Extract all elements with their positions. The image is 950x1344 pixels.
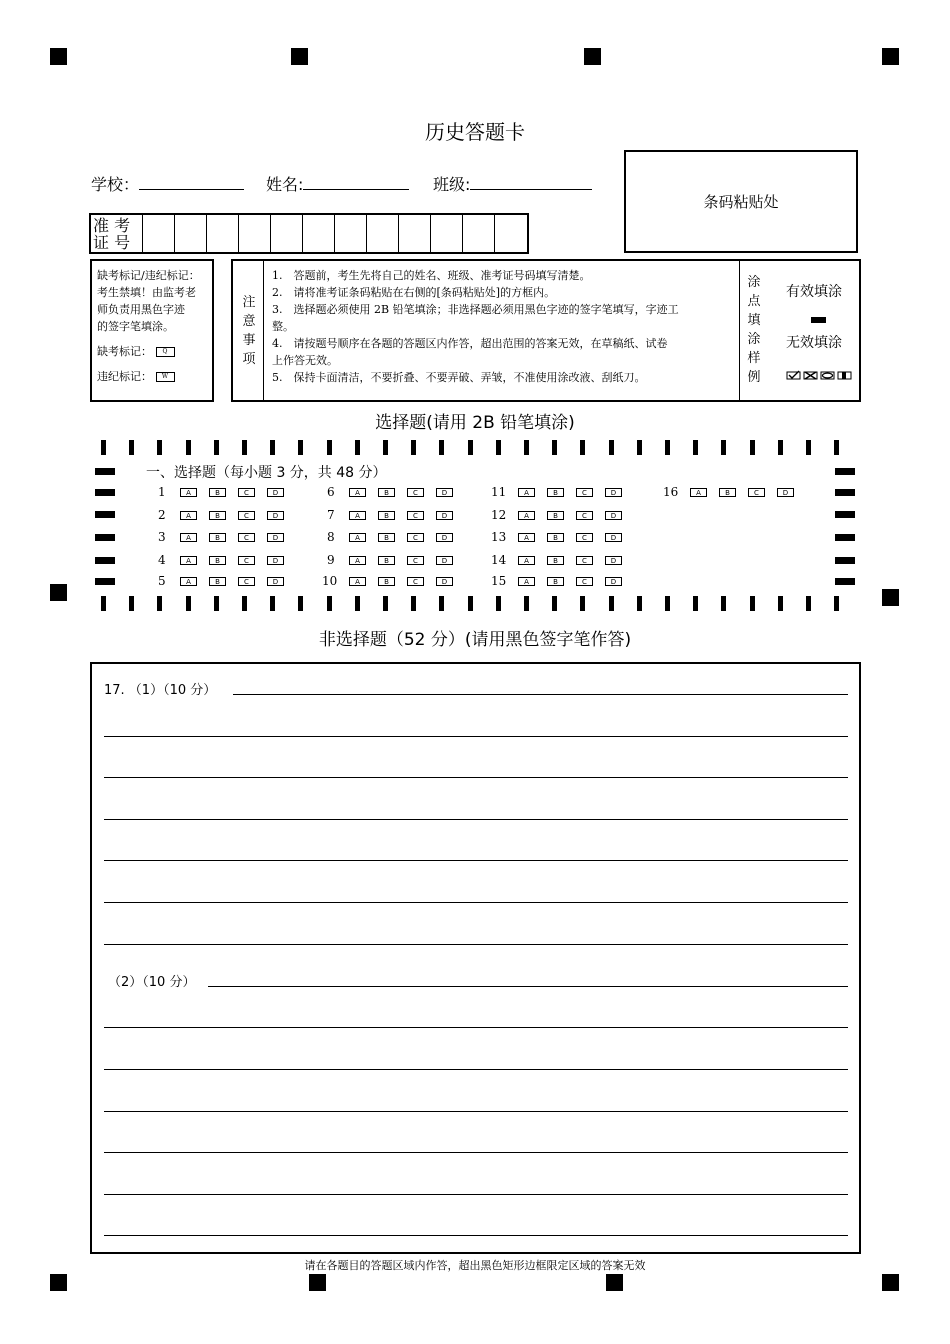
- q17-part1-label: 17. （1）（10 分）: [104, 683, 217, 698]
- fill-heading-char: 填: [747, 313, 761, 328]
- alignment-mark: [882, 589, 899, 606]
- question-number: 15: [491, 574, 507, 588]
- exam-id-cell[interactable]: [463, 215, 495, 252]
- barcode-area: [624, 150, 858, 253]
- exam-id-label-line2: 证 号: [93, 233, 131, 252]
- answer-line[interactable]: [104, 944, 848, 945]
- timing-mark: [552, 596, 557, 611]
- question-number: 9: [327, 553, 335, 567]
- page-title: 历史答题卡: [425, 120, 525, 144]
- timing-mark: [806, 440, 811, 455]
- exam-id-cell[interactable]: [367, 215, 399, 252]
- option-bubble-a[interactable]: A: [349, 533, 366, 542]
- option-bubble-b[interactable]: B: [209, 577, 226, 586]
- class-field[interactable]: [433, 172, 592, 195]
- option-bubble-b[interactable]: B: [547, 488, 564, 497]
- timing-mark: [439, 596, 444, 611]
- timing-mark: [355, 440, 360, 455]
- timing-mark: [580, 596, 585, 611]
- absent-note-line: 师负责用黑色字迹: [97, 303, 185, 316]
- notice-item: 3. 选择题必须使用 2B 铅笔填涂；非选择题必须用黑色字迹的签字笔填写，字迹工: [272, 303, 679, 316]
- invalid-fill-label: 无效填涂: [786, 335, 842, 351]
- invalid-fill-samples: [786, 365, 852, 375]
- exam-id-label: [91, 215, 143, 252]
- option-bubble-b[interactable]: B: [547, 577, 564, 586]
- side-timing-mark: [95, 489, 115, 496]
- option-bubble-d[interactable]: D: [605, 556, 622, 565]
- violation-mark-bubble[interactable]: W: [156, 372, 175, 382]
- question-number: 12: [491, 508, 507, 522]
- divider: [263, 261, 264, 400]
- timing-mark: [609, 596, 614, 611]
- timing-mark: [665, 596, 670, 611]
- name-blank[interactable]: [303, 173, 409, 190]
- option-bubble-c[interactable]: C: [238, 511, 255, 520]
- option-bubble-b[interactable]: B: [378, 533, 395, 542]
- exam-id-cell[interactable]: [335, 215, 367, 252]
- notice-heading-char: 项: [242, 352, 256, 367]
- side-timing-mark: [835, 468, 855, 475]
- alignment-mark: [50, 48, 67, 65]
- option-bubble-d[interactable]: D: [605, 533, 622, 542]
- option-bubble-b[interactable]: B: [719, 488, 736, 497]
- option-bubble-b[interactable]: B: [547, 511, 564, 520]
- timing-mark: [214, 440, 219, 455]
- answer-line[interactable]: [208, 986, 848, 987]
- fill-heading-char: 点: [747, 294, 761, 309]
- notice-heading: [239, 293, 259, 369]
- option-bubble-c[interactable]: C: [576, 533, 593, 542]
- option-bubble-c[interactable]: C: [407, 511, 424, 520]
- exam-id-cell[interactable]: [399, 215, 431, 252]
- divider: [739, 261, 740, 400]
- answer-line[interactable]: [104, 860, 848, 861]
- absent-mark-bubble[interactable]: Q: [156, 347, 175, 357]
- timing-mark: [411, 596, 416, 611]
- alignment-mark: [584, 48, 601, 65]
- option-bubble-a[interactable]: A: [518, 556, 535, 565]
- question-number: 1: [158, 485, 166, 499]
- violation-mark-row: [97, 368, 212, 385]
- timing-mark: [693, 596, 698, 611]
- timing-mark: [411, 440, 416, 455]
- option-bubble-a[interactable]: A: [518, 577, 535, 586]
- timing-mark: [637, 440, 642, 455]
- absent-note-line: 考生禁填！由监考老: [97, 286, 196, 299]
- option-bubble-c[interactable]: C: [576, 556, 593, 565]
- answer-line[interactable]: [104, 1027, 848, 1028]
- option-bubble-a[interactable]: A: [349, 511, 366, 520]
- timing-mark: [214, 596, 219, 611]
- side-timing-mark: [95, 511, 115, 518]
- absent-mark-box: [90, 259, 214, 402]
- side-timing-mark: [95, 557, 115, 564]
- timing-mark: [327, 440, 332, 455]
- absent-note-line: 缺考标记/违纪标记：: [97, 269, 200, 282]
- exam-id-cell[interactable]: [303, 215, 335, 252]
- option-bubble-a[interactable]: A: [180, 488, 197, 497]
- answer-line[interactable]: [104, 1069, 848, 1070]
- answer-line[interactable]: [104, 1194, 848, 1195]
- school-field[interactable]: [91, 172, 244, 195]
- option-bubble-d[interactable]: D: [267, 577, 284, 586]
- exam-id-cell[interactable]: [207, 215, 239, 252]
- exam-id-cell[interactable]: [431, 215, 463, 252]
- exam-id-cell[interactable]: [495, 215, 527, 252]
- name-field[interactable]: [266, 172, 409, 195]
- notice-item: 4. 请按题号顺序在各题的答题区内作答，超出范围的答案无效，在草稿纸、试卷: [272, 337, 668, 350]
- timing-mark: [496, 596, 501, 611]
- option-bubble-d[interactable]: D: [267, 556, 284, 565]
- timing-mark: [157, 596, 162, 611]
- nonchoice-section-title: 非选择题（52 分）(请用黑色签字笔作答): [318, 630, 632, 650]
- answer-line[interactable]: [233, 694, 848, 695]
- option-bubble-a[interactable]: A: [180, 533, 197, 542]
- option-bubble-b[interactable]: B: [209, 556, 226, 565]
- notice-item: 1. 答题前，考生先将自己的姓名、班级、准考证号码填写清楚。: [272, 269, 591, 282]
- alignment-mark: [291, 48, 308, 65]
- option-bubble-c[interactable]: C: [238, 533, 255, 542]
- option-bubble-d[interactable]: D: [605, 511, 622, 520]
- question-number: 13: [491, 530, 507, 544]
- class-blank[interactable]: [470, 173, 592, 190]
- notice-list: [272, 267, 738, 386]
- timing-mark: [665, 440, 670, 455]
- alignment-mark: [50, 1274, 67, 1291]
- timing-mark: [721, 596, 726, 611]
- valid-fill-sample: [811, 317, 826, 323]
- timing-mark: [383, 440, 388, 455]
- notice-item: 5. 保持卡面清洁，不要折叠、不要弄破、弄皱，不准使用涂改液、刮纸刀。: [272, 371, 646, 384]
- alignment-mark: [606, 1274, 623, 1291]
- answer-line[interactable]: [104, 1111, 848, 1112]
- side-timing-mark: [95, 468, 115, 475]
- fill-heading-char: 样: [747, 351, 761, 366]
- absent-mark-row: [97, 343, 212, 360]
- notice-heading-char: 意: [242, 314, 256, 329]
- exam-id-label-line1: 准 考: [93, 216, 131, 235]
- option-bubble-a[interactable]: A: [518, 511, 535, 520]
- side-timing-mark: [835, 489, 855, 496]
- answer-line[interactable]: [104, 777, 848, 778]
- timing-mark: [101, 440, 106, 455]
- option-bubble-a[interactable]: A: [690, 488, 707, 497]
- school-label: 学校：: [91, 175, 140, 194]
- option-bubble-d[interactable]: D: [605, 577, 622, 586]
- option-bubble-a[interactable]: A: [349, 556, 366, 565]
- timing-mark: [101, 596, 106, 611]
- alignment-mark: [882, 1274, 899, 1291]
- timing-mark: [129, 596, 134, 611]
- timing-mark: [834, 440, 839, 455]
- option-bubble-d[interactable]: D: [267, 488, 284, 497]
- option-bubble-c[interactable]: C: [576, 488, 593, 497]
- option-bubble-d[interactable]: D: [267, 511, 284, 520]
- option-bubble-c[interactable]: C: [238, 488, 255, 497]
- choice-heading: 一、选择题（每小题 3 分，共 48 分）: [146, 465, 387, 481]
- timing-mark: [468, 596, 473, 611]
- side-timing-mark: [835, 511, 855, 518]
- question-number: 5: [158, 574, 166, 588]
- timing-mark: [327, 596, 332, 611]
- option-bubble-c[interactable]: C: [238, 577, 255, 586]
- timing-mark: [637, 596, 642, 611]
- option-bubble-d[interactable]: D: [267, 533, 284, 542]
- option-bubble-b[interactable]: B: [378, 556, 395, 565]
- timing-mark: [834, 596, 839, 611]
- answer-line[interactable]: [104, 902, 848, 903]
- timing-mark: [186, 440, 191, 455]
- side-timing-mark: [835, 534, 855, 541]
- option-bubble-a[interactable]: A: [180, 577, 197, 586]
- alignment-mark: [309, 1274, 326, 1291]
- timing-mark: [750, 596, 755, 611]
- timing-mark: [693, 440, 698, 455]
- timing-mark: [298, 440, 303, 455]
- fill-heading-char: 涂: [747, 275, 761, 290]
- timing-mark: [157, 440, 162, 455]
- timing-mark: [270, 596, 275, 611]
- option-bubble-b[interactable]: B: [547, 533, 564, 542]
- question-number: 8: [327, 530, 335, 544]
- alignment-mark: [50, 584, 67, 601]
- answer-box-q17: [90, 662, 861, 1254]
- fill-heading-char: 例: [747, 370, 761, 385]
- option-bubble-b[interactable]: B: [209, 533, 226, 542]
- timing-mark: [468, 440, 473, 455]
- invalid-fill-icons: [786, 370, 852, 380]
- timing-mark: [186, 596, 191, 611]
- option-bubble-a[interactable]: A: [180, 556, 197, 565]
- option-bubble-a[interactable]: A: [180, 511, 197, 520]
- option-bubble-b[interactable]: B: [547, 556, 564, 565]
- option-bubble-d[interactable]: D: [436, 556, 453, 565]
- option-bubble-d[interactable]: D: [436, 577, 453, 586]
- timing-mark: [552, 440, 557, 455]
- timing-mark: [580, 440, 585, 455]
- notice-item: 整。: [272, 320, 294, 333]
- side-timing-mark: [95, 578, 115, 585]
- notice-heading-char: 事: [242, 333, 256, 348]
- option-bubble-a[interactable]: A: [518, 533, 535, 542]
- absent-note-line: 的签字笔填涂。: [97, 320, 174, 333]
- question-number: 14: [491, 553, 507, 567]
- question-number: 11: [491, 485, 507, 499]
- violation-label: 违纪标记：: [97, 370, 152, 383]
- option-bubble-c[interactable]: C: [576, 577, 593, 586]
- timing-mark: [750, 440, 755, 455]
- alignment-mark: [882, 48, 899, 65]
- exam-id-cell[interactable]: [271, 215, 303, 252]
- fill-example-heading: [745, 273, 763, 387]
- timing-mark: [439, 440, 444, 455]
- option-bubble-c[interactable]: C: [407, 556, 424, 565]
- option-bubble-c[interactable]: C: [748, 488, 765, 497]
- option-bubble-b[interactable]: B: [209, 488, 226, 497]
- option-bubble-d[interactable]: D: [436, 488, 453, 497]
- question-number: 6: [327, 485, 335, 499]
- timing-mark: [242, 440, 247, 455]
- school-blank[interactable]: [139, 173, 244, 190]
- option-bubble-b[interactable]: B: [378, 488, 395, 497]
- side-timing-mark: [835, 578, 855, 585]
- side-timing-mark: [835, 557, 855, 564]
- timing-mark: [806, 596, 811, 611]
- exam-id-cell[interactable]: [239, 215, 271, 252]
- question-number: 4: [158, 553, 166, 567]
- option-bubble-b[interactable]: B: [209, 511, 226, 520]
- timing-mark: [524, 440, 529, 455]
- option-bubble-c[interactable]: C: [238, 556, 255, 565]
- timing-mark: [270, 440, 275, 455]
- timing-mark: [355, 596, 360, 611]
- timing-mark: [383, 596, 388, 611]
- question-number: 16: [663, 485, 679, 499]
- fill-heading-char: 涂: [747, 332, 761, 347]
- option-bubble-b[interactable]: B: [378, 511, 395, 520]
- timing-mark: [129, 440, 134, 455]
- class-label: 班级:: [433, 175, 471, 194]
- option-bubble-d[interactable]: D: [605, 488, 622, 497]
- side-timing-mark: [95, 534, 115, 541]
- timing-mark: [609, 440, 614, 455]
- option-bubble-c[interactable]: C: [407, 488, 424, 497]
- question-number: 7: [327, 508, 335, 522]
- option-bubble-b[interactable]: B: [378, 577, 395, 586]
- exam-id-grid: [89, 213, 529, 254]
- option-bubble-c[interactable]: C: [407, 533, 424, 542]
- option-bubble-a[interactable]: A: [518, 488, 535, 497]
- timing-mark: [242, 596, 247, 611]
- question-number: 3: [158, 530, 166, 544]
- exam-id-cell[interactable]: [143, 215, 175, 252]
- exam-id-cell[interactable]: [175, 215, 207, 252]
- answer-line[interactable]: [104, 1235, 848, 1236]
- option-bubble-d[interactable]: D: [777, 488, 794, 497]
- barcode-label: 条码粘贴处: [703, 193, 779, 211]
- question-number: 2: [158, 508, 166, 522]
- answer-line[interactable]: [104, 736, 848, 737]
- option-bubble-a[interactable]: A: [349, 577, 366, 586]
- timing-mark: [496, 440, 501, 455]
- answer-line[interactable]: [104, 1152, 848, 1153]
- question-number: 10: [322, 574, 338, 588]
- timing-mark: [721, 440, 726, 455]
- notice-box: [231, 259, 861, 402]
- timing-mark: [298, 596, 303, 611]
- notice-heading-char: 注: [242, 295, 256, 310]
- q17-part2-label: （2）（10 分）: [108, 975, 196, 990]
- option-bubble-c[interactable]: C: [576, 511, 593, 520]
- option-bubble-d[interactable]: D: [436, 533, 453, 542]
- absent-label: 缺考标记：: [97, 345, 152, 358]
- name-label: 姓名:: [266, 175, 304, 194]
- timing-mark: [524, 596, 529, 611]
- timing-mark: [778, 440, 783, 455]
- option-bubble-a[interactable]: A: [349, 488, 366, 497]
- option-bubble-d[interactable]: D: [436, 511, 453, 520]
- timing-mark: [778, 596, 783, 611]
- option-bubble-c[interactable]: C: [407, 577, 424, 586]
- choice-section-title: 选择题(请用 2B 铅笔填涂): [375, 413, 575, 433]
- notice-item: 上作答无效。: [272, 354, 338, 367]
- notice-item: 2. 请将准考证条码粘贴在右侧的[条码粘贴处]的方框内。: [272, 286, 556, 299]
- footer-note: 请在各题目的答题区域内作答，超出黑色矩形边框限定区域的答案无效: [304, 1259, 646, 1272]
- answer-line[interactable]: [104, 819, 848, 820]
- valid-fill-label: 有效填涂: [786, 284, 842, 300]
